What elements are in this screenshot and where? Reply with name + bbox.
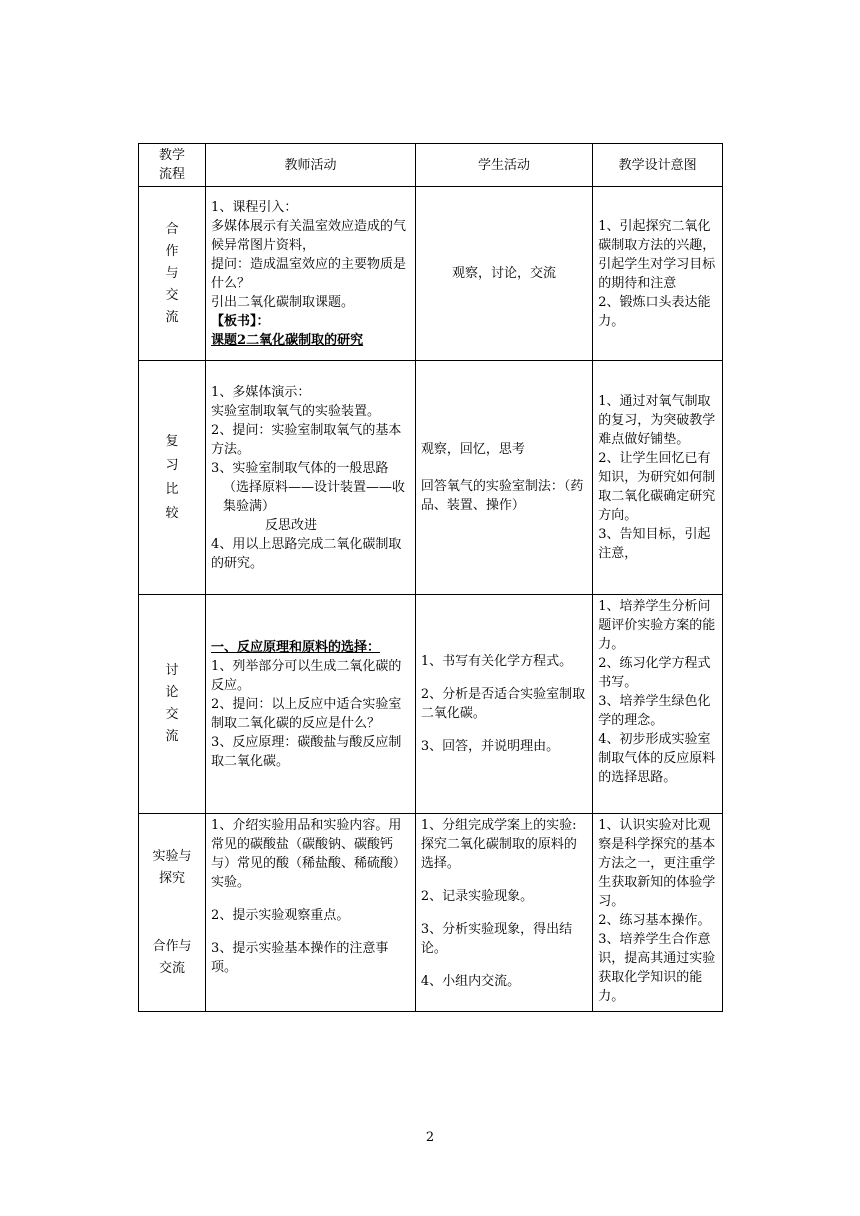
table-header-row [139, 144, 723, 187]
lesson-plan-table [138, 143, 723, 1012]
header-flow: 教学流程 [139, 144, 206, 187]
student-cell: 1、书写有关化学方程式。 2、分析是否适合实验室制取二氧化碳。 3、回答，并说明理由。 [415, 595, 592, 814]
table-row [139, 187, 723, 361]
table-row [139, 814, 723, 1012]
table-row [139, 595, 723, 814]
header-student: 学生活动 [415, 144, 592, 187]
teacher-cell: 一、反应原理和原料的选择： 1、列举部分可以生成二氧化碳的反应。 2、提问：以上反应中适合实验室制取二氧化碳的反应是什么？ 3、反应原理：碳酸盐与酸反应制取二氧化碳。 [206, 595, 416, 814]
student-cell: 1、分组完成学案上的实验:探究二氧化碳制取的原料的选择。 2、记录实验现象。 3、分析实验现象，得出结论。 4、小组内交流。 [415, 814, 592, 1012]
teacher-cell: 1、多媒体演示： 实验室制取氧气的实验装置。 2、提问：实验室制取氧气的基本方法。 3、实验室制取气体的一般思路 （选择原料——设计装置——收集验满） 反思改进 4、用以上思路完成二氧化碳制取的研究。 [206, 361, 416, 595]
teacher-cell: 1、介绍实验用品和实验内容。用常见的碳酸盐（碳酸钠、碳酸钙与）常见的酸（稀盐酸、稀硫酸）实验。 2、提示实验观察重点。 3、提示实验基本操作的注意事项。 [206, 814, 416, 1012]
header-teacher: 教师活动 [206, 144, 416, 187]
student-cell: 观察，讨论，交流 [415, 187, 592, 361]
intent-cell: 1、引起探究二氧化碳制取方法的兴趣，引起学生对学习目标的期待和注意 2、锻炼口头表达能力。 [593, 187, 723, 361]
header-intent: 教学设计意图 [593, 144, 723, 187]
student-cell: 观察，回忆，思考 回答氧气的实验室制法：（药品、装置、操作） [415, 361, 592, 595]
teacher-cell: 1、课程引入： 多媒体展示有关温室效应造成的气候异常图片资料， 提问：造成温室效应的主要物质是什么？ 引出二氧化碳制取课题。 【板书】： 课题2二氧化碳制取的研究 [206, 187, 416, 361]
table-row [139, 361, 723, 595]
flow-cell: 复习比较 [139, 361, 206, 595]
intent-cell: 1、培养学生分析问题评价实验方案的能力。 2、练习化学方程式书写。 3、培养学生绿色化学的理念。 4、初步形成实验室制取气体的反应原料的选择思路。 [593, 595, 723, 814]
flow-cell: 实验与探究 合作与交流 [139, 814, 206, 1012]
page-number: 2 [425, 1130, 435, 1145]
flow-cell: 合作与交流 [139, 187, 206, 361]
intent-cell: 1、通过对氧气制取的复习，为突破教学难点做好铺垫。 2、让学生回忆已有知识，为研究如何制取二氧化碳确定研究方向。 3、告知目标，引起注意， [593, 361, 723, 595]
intent-cell: 1、认识实验对比观察是科学探究的基本方法之一，更注重学生获取新知的体验学习。 2、练习基本操作。 3、培养学生合作意识，提高其通过实验获取化学知识的能力。 [593, 814, 723, 1012]
flow-cell: 讨论交流 [139, 595, 206, 814]
